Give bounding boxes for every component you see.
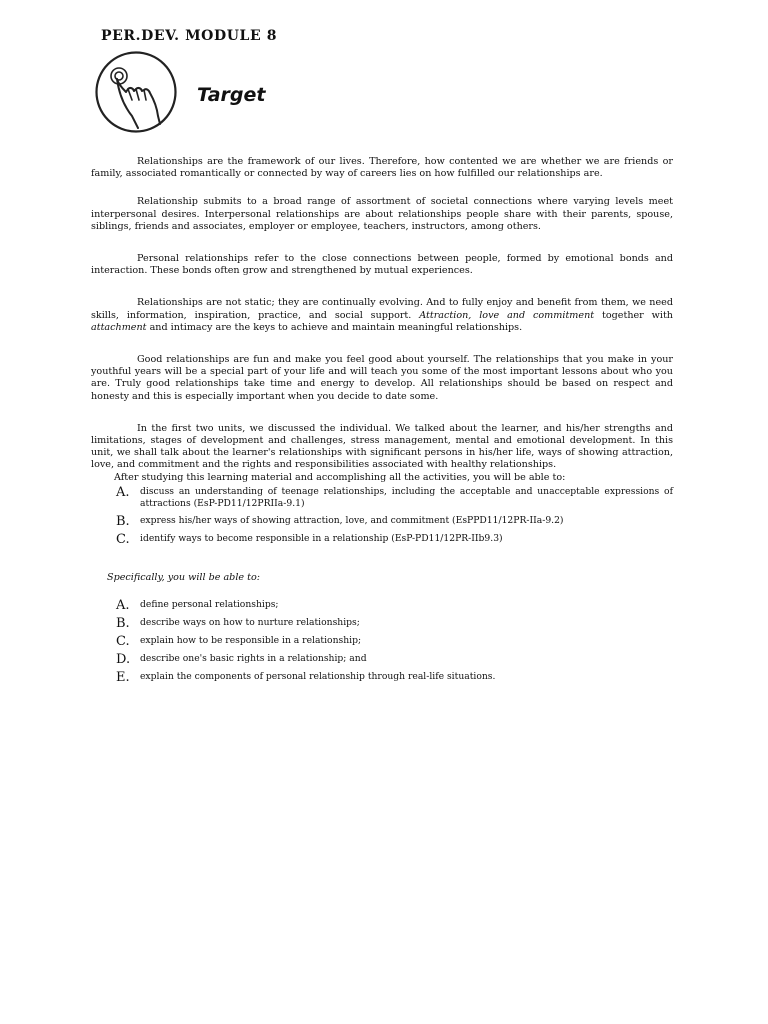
paragraph-text: Personal relationships refer to the close connections between people, formed by emotional bonds and interaction. These bonds often grow and strengthened by mutual experiences. xyxy=(91,253,673,277)
list-item xyxy=(91,515,673,528)
paragraph-5 xyxy=(91,354,673,403)
list-item-text: discuss an understanding of teenage relationships, including the acceptable and unacceptable expressions of attractions (EsP-PD11/12PRIIa-9.1) xyxy=(140,485,673,510)
hand-touch-icon xyxy=(94,50,178,134)
paragraph-text: together with xyxy=(594,309,673,321)
paragraph-text: Relationships are the framework of our lives. Therefore, how contented we are whether we are friends or family, associated romantically or connected by way of careers lies on how fulfilled our relationships are. xyxy=(91,156,673,180)
paragraph-text: Relationship submits to a broad range of assortment of societal connections where varying levels meet interpersonal desires. Interpersonal relationships are about relationships people share with their parents, spouse, siblings, friends and associates, employer or employee, teachers, instructors, among others. xyxy=(91,196,673,232)
paragraph-3 xyxy=(91,253,673,277)
paragraph-text: Good relationships are fun and make you feel good about yourself. The relationships that you make in your youthful years will be a special part of your life and will teach you some of the most important lessons about who you are. Truly good relationships take time and energy to develop. All relationships should be based on respect and honesty and this is especially important when you decide to date some. xyxy=(91,354,673,402)
list-item xyxy=(91,635,673,648)
list-item xyxy=(91,599,673,612)
module-body xyxy=(91,156,673,684)
list-marker: A. xyxy=(116,598,130,614)
paragraph-text: Relationships are not static; they are continually evolving. And to fully enjoy and benefit from them, we need skills, information, inspiration, practice, and social support. xyxy=(91,297,673,321)
specific-objectives-list xyxy=(91,599,673,684)
list-marker: E. xyxy=(116,670,130,686)
paragraph-6 xyxy=(91,423,673,472)
list-marker: D. xyxy=(116,652,131,668)
paragraph-2 xyxy=(91,196,673,233)
module-title: PER.DEV. MODULE 8 xyxy=(101,28,278,44)
list-marker: C. xyxy=(116,634,130,650)
list-item xyxy=(91,653,673,666)
italic-phrase: attachment xyxy=(91,321,147,333)
list-marker: C. xyxy=(116,532,130,548)
list-item xyxy=(91,533,673,546)
list-item xyxy=(91,617,673,630)
list-marker: B. xyxy=(116,514,130,530)
list-item xyxy=(91,671,673,684)
specific-objectives-intro: Specifically, you will be able to: xyxy=(107,572,260,584)
list-item-text: describe ways on how to nurture relationships; xyxy=(140,617,360,629)
list-item-text: explain how to be responsible in a relationship; xyxy=(140,635,362,647)
list-item-text: explain the components of personal relationship through real-life situations. xyxy=(140,671,496,683)
italic-phrase: Attraction, love and commitment xyxy=(419,309,595,321)
paragraph-1 xyxy=(91,156,673,180)
objectives-intro: After studying this learning material and accomplishing all the activities, you will be able to: xyxy=(114,471,566,483)
list-item-text: describe one's basic rights in a relationship; and xyxy=(140,653,367,665)
paragraph-4 xyxy=(91,297,673,334)
list-item xyxy=(91,486,673,510)
section-heading-target: Target xyxy=(197,84,266,106)
list-item-text: identify ways to become responsible in a relationship (EsP-PD11/12PR-IIb9.3) xyxy=(140,533,503,545)
paragraph-text: In the first two units, we discussed the individual. We talked about the learner, and his/her strengths and limitations, stages of development and challenges, stress management, mental and emotional development. In this unit, we shall talk about the learner's relationships with significant persons in his/her life, ways of showing attraction, love, and commitment and the rights and responsibilities associated with healthy relationships. xyxy=(91,422,673,471)
objectives-list xyxy=(91,486,673,546)
list-item-text: define personal relationships; xyxy=(140,599,279,611)
paragraph-text: and intimacy are the keys to achieve and maintain meaningful relationships. xyxy=(146,321,523,333)
list-item-text: express his/her ways of showing attraction, love, and commitment (EsPPD11/12PR-IIa-9.2) xyxy=(140,515,564,527)
list-marker: A. xyxy=(116,484,130,500)
list-marker: B. xyxy=(116,616,130,632)
